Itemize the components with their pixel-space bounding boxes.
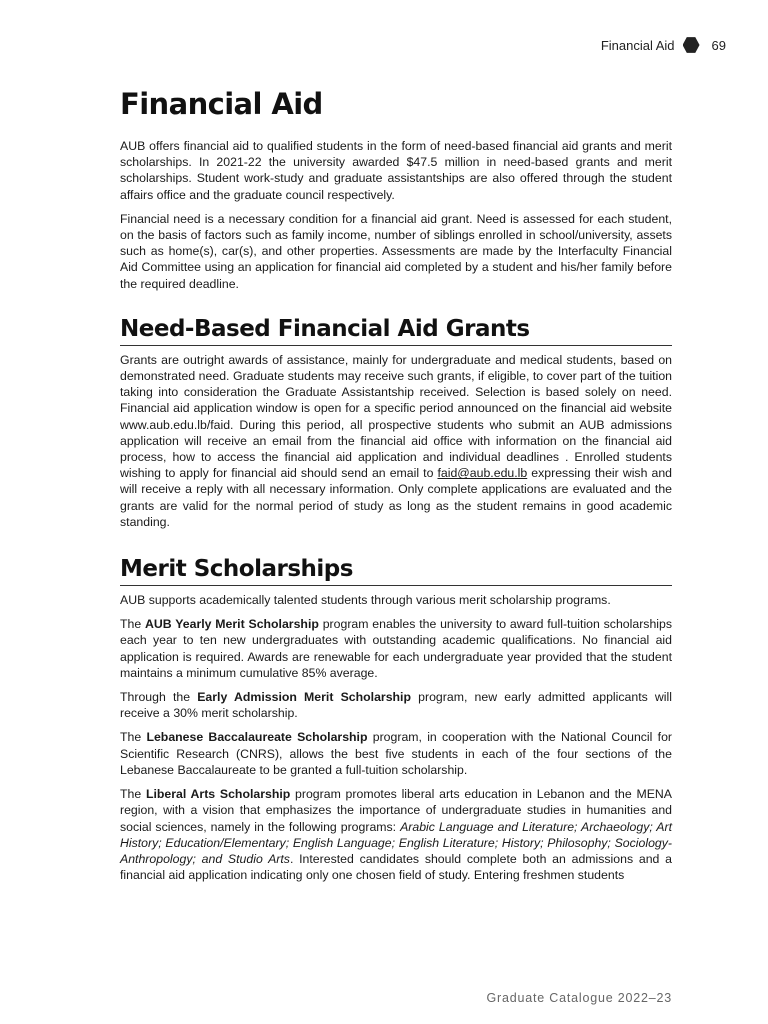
running-header-section: Financial Aid [600,37,675,53]
yearly-merit-name: AUB Yearly Merit Scholarship [145,617,319,632]
page-title: Financial Aid [120,87,323,121]
email-link[interactable]: faid@aub.edu.lb [437,466,528,481]
need-based-paragraph [120,352,672,530]
merit-heading: Merit Scholarships [120,554,672,586]
liberal-arts-paragraph [120,786,672,883]
early-admission-paragraph [120,689,672,721]
running-header [601,36,726,54]
yearly-post: program enables the university to award full-tuition scholarships each year to ten new undergraduates with outstanding academic qualifications. No financial aid application is required. Awards are renewable for each undergraduate year provided that the student maintains a minimum cumulative 85% average. [120,617,673,680]
intro-paragraph-1: AUB offers financial aid to qualified students in the form of need-based financial aid grants and merit scholarships. In 2021-22 the university awarded $47.5 million in need-based grants and merit scholarships. Student work-study and graduate assistantships are also offered through the student affairs office and the graduate council respectively. [120,139,672,202]
lebanese-bacc-name: Lebanese Baccalaureate Scholarship [146,730,368,745]
lebanese-post: program, in cooperation with the National Council for Scientific Research (CNRS), allows the best five students in each of the four sections of the Lebanese Baccalaureate to be granted a full-tuition scholarship. [120,730,673,777]
early-admission-name: Early Admission Merit Scholarship [197,690,411,705]
yearly-merit-paragraph [120,616,672,681]
liberal-post: . Interested candidates should complete both an admissions and a financial aid application indicating only one chosen field of study. Entering freshmen students [120,851,672,883]
need-based-text-end: expressing their wish and will receive a reply with all necessary information. Only complete applications are evaluated and the grants are valid for the normal period of study as long as the student remains in good academic standing. [120,466,673,529]
merit-intro: AUB supports academically talented students through various merit scholarship programs. [120,593,611,608]
lebanese-pre: The [120,730,147,745]
early-post: program, new early admitted applicants will receive a 30% merit scholarship. [120,690,673,721]
yearly-pre: The [120,617,146,632]
page-number: 69 [711,37,726,53]
early-pre: Through the [120,690,198,705]
page-footer: Graduate Catalogue 2022–23 [486,991,672,1005]
lebanese-bacc-paragraph [120,729,672,778]
liberal-pre: The [120,787,146,802]
intro-paragraph-2: Financial need is a necessary condition for a financial aid grant. Need is assessed for each student, on the basis of factors such as family income, number of siblings enrolled in school/university, assets such as home(s), car(s), and other properties. Assessments are made by the Interfaculty Financial Aid Committee using an application for financial aid completed by a student and his/her family before the required deadline. [120,211,672,291]
liberal-arts-name: Liberal Arts Scholarship [145,787,291,802]
need-based-heading: Need-Based Financial Aid Grants [120,314,672,346]
liberal-mid: program promotes liberal arts education in Lebanon and the MENA region, with a vision that emphasizes the importance of undergraduate studies in humanities and social sciences, namely in the following programs: [120,787,672,834]
page-content [120,84,672,891]
liberal-programs: Arabic Language and Literature; Archaeology; Art History; Education/Elementary; English Language; English Literature; History; Philosophy; Sociology-Anthropology; and Studio Arts [120,819,673,866]
need-based-text: Grants are outright awards of assistance, mainly for undergraduate and medical students, based on demonstrated need. Graduate students may receive such grants, if eligible, to cover part of the tuition taking into consideration the Graduate Assistantship received. Selection is based solely on need. Financial aid application window is open for a specific period announced on the financial aid website www.aub.edu.lb/faid. During this period, all prospective students who submit an AUB admissions application will receive an email from the financial aid office with information on the financial aid process, how to access the financial aid application and individual deadlines . Enrolled students wishing to apply for financial aid should send an email to [120,352,672,481]
hexagon-icon [683,37,700,54]
